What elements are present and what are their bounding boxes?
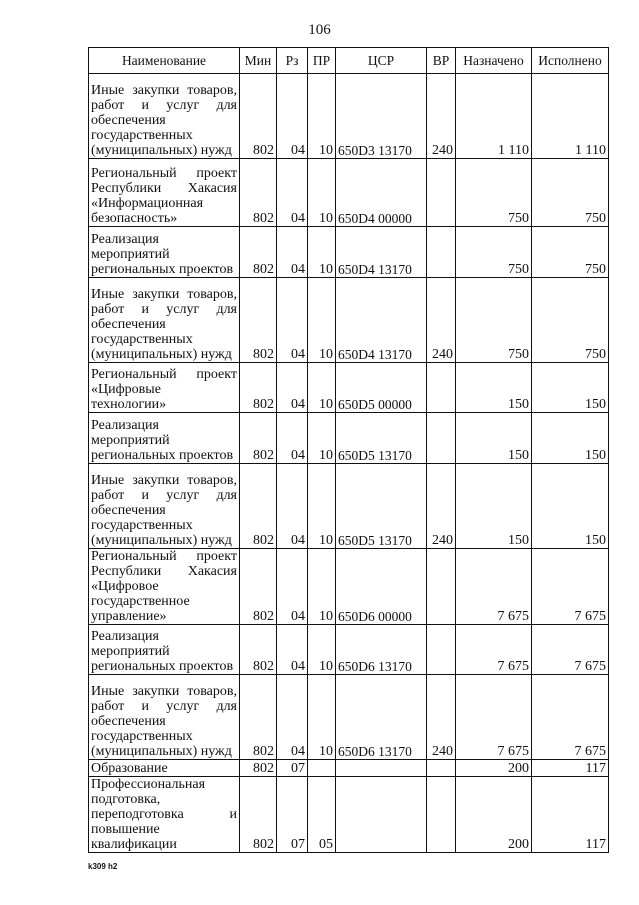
row-vr bbox=[427, 159, 456, 227]
row-assigned: 150 bbox=[456, 464, 532, 549]
table-row bbox=[89, 159, 609, 227]
row-rz: 04 bbox=[277, 549, 308, 625]
row-min: 802 bbox=[240, 625, 277, 675]
row-csr: 650D6 13170 bbox=[336, 625, 427, 675]
row-csr: 650D5 13170 bbox=[336, 413, 427, 464]
row-rz: 04 bbox=[277, 675, 308, 760]
row-executed: 117 bbox=[532, 777, 609, 853]
row-min: 802 bbox=[240, 227, 277, 278]
row-executed: 750 bbox=[532, 278, 609, 363]
table-header-row bbox=[89, 48, 609, 74]
row-assigned: 150 bbox=[456, 413, 532, 464]
table-row bbox=[89, 777, 609, 853]
row-name: Образование bbox=[89, 760, 240, 777]
column-header-pr: ПР bbox=[308, 48, 336, 74]
table-row bbox=[89, 464, 609, 549]
row-min: 802 bbox=[240, 777, 277, 853]
row-name: Реализация мероприятий региональных проектов bbox=[89, 625, 240, 675]
table-row bbox=[89, 675, 609, 760]
row-rz: 07 bbox=[277, 760, 308, 777]
row-min: 802 bbox=[240, 413, 277, 464]
row-min: 802 bbox=[240, 464, 277, 549]
row-assigned: 1 110 bbox=[456, 74, 532, 159]
row-name: Реализация мероприятий региональных проектов bbox=[89, 413, 240, 464]
row-executed: 1 110 bbox=[532, 74, 609, 159]
table-row bbox=[89, 278, 609, 363]
row-vr bbox=[427, 777, 456, 853]
row-assigned: 200 bbox=[456, 760, 532, 777]
table-row bbox=[89, 625, 609, 675]
column-header-min: Мин bbox=[240, 48, 277, 74]
row-executed: 150 bbox=[532, 413, 609, 464]
row-pr: 10 bbox=[308, 549, 336, 625]
row-executed: 150 bbox=[532, 464, 609, 549]
row-vr bbox=[427, 760, 456, 777]
row-assigned: 7 675 bbox=[456, 549, 532, 625]
row-name: Иные закупки товаров, работ и услуг для обеспечения государственных (муниципальных) нужд bbox=[89, 278, 240, 363]
row-executed: 7 675 bbox=[532, 625, 609, 675]
row-vr: 240 bbox=[427, 675, 456, 760]
row-vr bbox=[427, 363, 456, 413]
column-header-executed: Исполнено bbox=[532, 48, 609, 74]
row-pr bbox=[308, 760, 336, 777]
row-assigned: 750 bbox=[456, 278, 532, 363]
budget-table bbox=[88, 47, 609, 853]
row-min: 802 bbox=[240, 760, 277, 777]
row-csr bbox=[336, 777, 427, 853]
row-name: Реализация мероприятий региональных проектов bbox=[89, 227, 240, 278]
column-header-csr: ЦСР bbox=[336, 48, 427, 74]
row-name: Региональный проект Республики Хакасия «Цифровое государственное управление» bbox=[89, 549, 240, 625]
row-min: 802 bbox=[240, 549, 277, 625]
row-assigned: 7 675 bbox=[456, 625, 532, 675]
row-pr: 10 bbox=[308, 159, 336, 227]
row-executed: 7 675 bbox=[532, 675, 609, 760]
row-assigned: 750 bbox=[456, 159, 532, 227]
row-executed: 150 bbox=[532, 363, 609, 413]
row-assigned: 7 675 bbox=[456, 675, 532, 760]
row-rz: 04 bbox=[277, 278, 308, 363]
row-name: Региональный проект «Цифровые технологии» bbox=[89, 363, 240, 413]
row-min: 802 bbox=[240, 74, 277, 159]
row-csr: 650D5 13170 bbox=[336, 464, 427, 549]
row-vr: 240 bbox=[427, 464, 456, 549]
row-csr: 650D4 00000 bbox=[336, 159, 427, 227]
row-vr: 240 bbox=[427, 74, 456, 159]
row-csr: 650D5 00000 bbox=[336, 363, 427, 413]
table-row bbox=[89, 549, 609, 625]
row-assigned: 200 bbox=[456, 777, 532, 853]
footer-code: k309 h2 bbox=[88, 862, 118, 871]
table-row bbox=[89, 227, 609, 278]
row-rz: 04 bbox=[277, 227, 308, 278]
row-rz: 04 bbox=[277, 363, 308, 413]
row-rz: 04 bbox=[277, 464, 308, 549]
row-executed: 750 bbox=[532, 159, 609, 227]
row-name: Профессиональная подготовка, переподготовка и повышение квалификации bbox=[89, 777, 240, 853]
row-pr: 10 bbox=[308, 227, 336, 278]
column-header-vr: ВР bbox=[427, 48, 456, 74]
row-name: Иные закупки товаров, работ и услуг для обеспечения государственных (муниципальных) нужд bbox=[89, 675, 240, 760]
row-pr: 10 bbox=[308, 278, 336, 363]
row-name: Иные закупки товаров, работ и услуг для обеспечения государственных (муниципальных) нужд bbox=[89, 74, 240, 159]
row-min: 802 bbox=[240, 159, 277, 227]
column-header-name: Наименование bbox=[89, 48, 240, 74]
row-assigned: 150 bbox=[456, 363, 532, 413]
row-vr bbox=[427, 227, 456, 278]
column-header-assigned: Назначено bbox=[456, 48, 532, 74]
row-csr bbox=[336, 760, 427, 777]
row-min: 802 bbox=[240, 363, 277, 413]
row-min: 802 bbox=[240, 675, 277, 760]
row-name: Иные закупки товаров, работ и услуг для обеспечения государственных (муниципальных) нужд bbox=[89, 464, 240, 549]
row-csr: 650D4 13170 bbox=[336, 278, 427, 363]
row-min: 802 bbox=[240, 278, 277, 363]
table-row bbox=[89, 74, 609, 159]
row-pr: 10 bbox=[308, 363, 336, 413]
row-executed: 7 675 bbox=[532, 549, 609, 625]
row-name: Региональный проект Республики Хакасия «Информационная безопасность» bbox=[89, 159, 240, 227]
row-pr: 10 bbox=[308, 413, 336, 464]
row-pr: 10 bbox=[308, 74, 336, 159]
row-vr bbox=[427, 413, 456, 464]
row-rz: 04 bbox=[277, 625, 308, 675]
row-csr: 650D3 13170 bbox=[336, 74, 427, 159]
table-row bbox=[89, 363, 609, 413]
row-rz: 07 bbox=[277, 777, 308, 853]
row-rz: 04 bbox=[277, 74, 308, 159]
row-vr bbox=[427, 625, 456, 675]
row-pr: 05 bbox=[308, 777, 336, 853]
row-vr bbox=[427, 549, 456, 625]
row-rz: 04 bbox=[277, 413, 308, 464]
row-pr: 10 bbox=[308, 464, 336, 549]
row-executed: 117 bbox=[532, 760, 609, 777]
row-csr: 650D4 13170 bbox=[336, 227, 427, 278]
row-pr: 10 bbox=[308, 625, 336, 675]
row-csr: 650D6 13170 bbox=[336, 675, 427, 760]
table-row bbox=[89, 413, 609, 464]
column-header-rz: Рз bbox=[277, 48, 308, 74]
row-rz: 04 bbox=[277, 159, 308, 227]
table-row bbox=[89, 760, 609, 777]
row-executed: 750 bbox=[532, 227, 609, 278]
page-number: 106 bbox=[308, 22, 331, 38]
row-pr: 10 bbox=[308, 675, 336, 760]
row-vr: 240 bbox=[427, 278, 456, 363]
row-assigned: 750 bbox=[456, 227, 532, 278]
row-csr: 650D6 00000 bbox=[336, 549, 427, 625]
